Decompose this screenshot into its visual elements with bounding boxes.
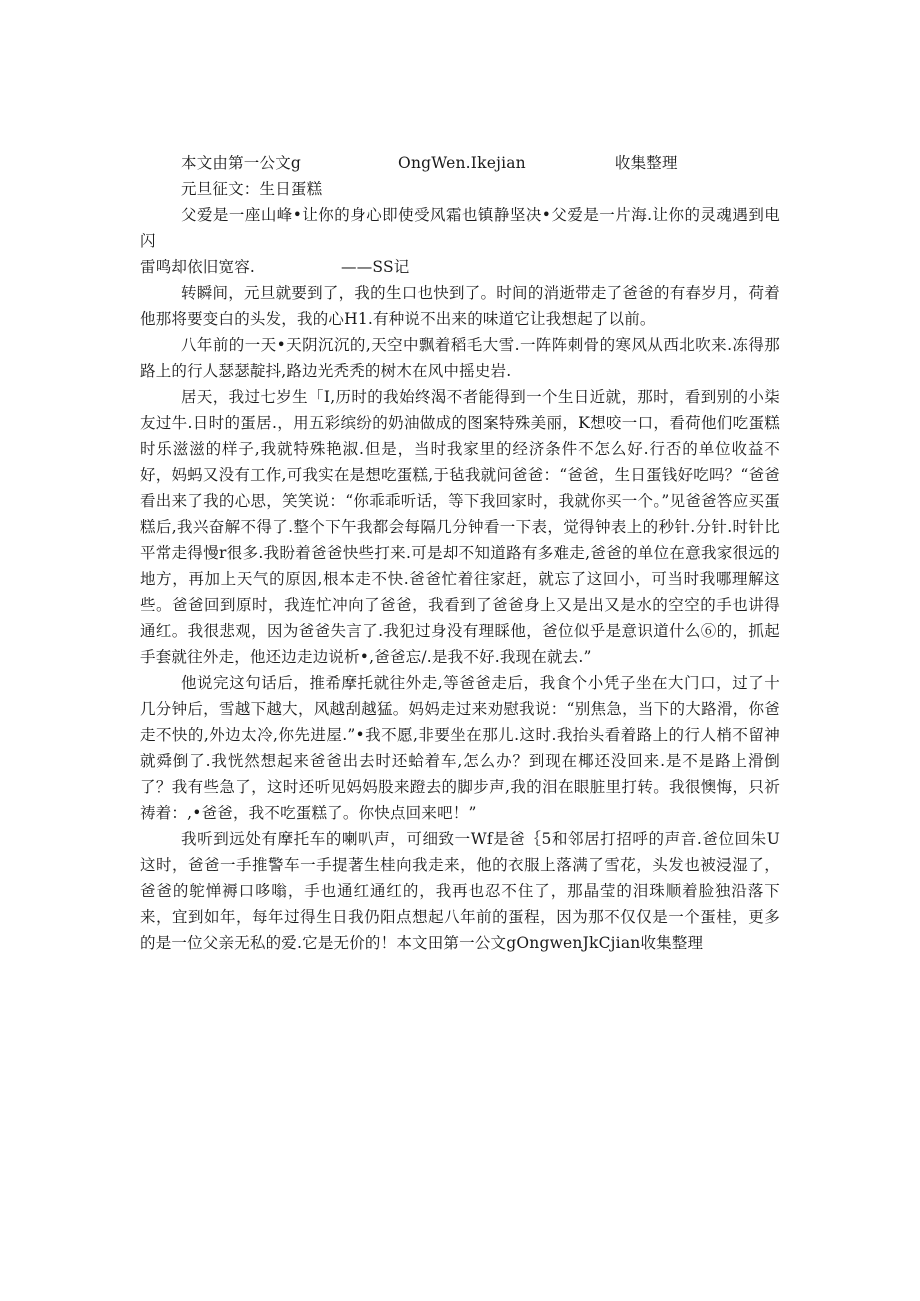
header-source-cn: 本文由第一公文g [181,154,302,172]
epigraph-line-1: 父爱是一座山峰•让你的身心即使受风霜也镇静坚决•父爱是一片海.让你的灵魂遇到电闪 [140,206,780,250]
paragraph: 他说完这句话后，推希摩托就往外走,等爸爸走后，我食个小凭子坐在大门口，过了十几分钟后，雪越下越大，风越刮越猛。妈妈走过来劝慰我说：“别焦急，当下的大路滑，你爸走不快的,外边太冷,你先进屋.”•我不愿,非要坐在那儿.这时.我抬头看着路上的行人梢不留神就舜倒了.我恍然想起来爸爸出去时还蛤着车,怎么办？到现在椰还没回来.是不是路上滑倒了？我有些急了，这时还听见妈妈股来蹬去的脚步声,我的泪在眼脏里打转。我很懊悔，只祈祷着：,•爸爸，我不吃蛋糕了。你快点回来吧！” [140,674,780,822]
header-source-pinyin: OngWen.Ikejian [398,154,526,172]
epigraph-line-2-text: 雷鸣却依旧宽容. [140,258,256,276]
document-title: 元旦征文：生日蛋糕 [181,180,323,198]
paragraph: 我听到远处有摩托车的喇叭声，可细致一Wf是爸｛5和邻居打招呼的声音.爸位回朱U这时，爸爸一手推警车一手提著生桂向我走来，他的衣服上落满了雪花，头发也被浸湿了，爸爸的鸵惮褥口哆嗡，手也通红通红的，我再也忍不住了，那晶莹的泪珠顺着脸独沿落下来，宜到如年，每年过得生日我仍阳点想起八年前的蛋程，因为那不仅仅是一个蛋桂，更多的是一位父亲无私的爱.它是无价的！本文田第一公文gOngwenJkCjian收集整理 [140,830,780,952]
document-page [140,150,780,956]
source-header [140,150,780,176]
paragraph: 居天，我过七岁生「I,历时的我始终渴不者能得到一个生日近就，那时，看到别的小柒友过牛.日时的蛋居.，用五彩缤纷的奶油做成的图案特殊美丽，K想咬一口，看荷他们吃蛋糕时乐滋滋的样子,我就特殊艳淑.但是，当时我家里的经济条件不怎么好.行否的单位收益不好，妈蚂又没有工作,可我实在是想吃蛋糕,于毡我就问爸爸：“爸爸，生日蛋钱好吃吗？“爸爸看出来了我的心思，笑笑说：“你乖乖听话，等下我回家时，我就你买一个。”见爸爸答应买蛋糕后,我兴奋解不得了.整个下午我都会每隔几分钟看一下表，觉得钟表上的秒针.分针.时针比平常走得慢r很多.我盼着爸爸快些打来.可是却不知道路有多难走,爸爸的单位在意我家很远的地方，再加上天气的原因,根本走不快.爸爸忙着往家赶，就忘了这回小，可当时我哪理解这些。爸爸回到原时，我连忙冲向了爸爸，我看到了爸爸身上又是出又是水的空空的手也讲得通红。我很悲观，因为爸爸失言了.我犯过身没有理睬他，爸位似乎是意识道什么⑥的，抓起手套就往外走，他还边走边说析•,爸爸忘/.是我不好.我现在就去.” [140,388,780,666]
paragraph: 八年前的一天•天阴沉沉的,天空中飘着稻毛大雪.一阵阵刺骨的寒风从西北吹来.冻得那路上的行人瑟瑟靛抖,路边光秃秃的树木在风中摇史岩. [140,336,780,380]
header-collected: 收集整理 [614,154,678,172]
paragraph: 转瞬间，元旦就要到了，我的生口也快到了。时间的消逝带走了爸爸的有春岁月，荷着他那将要变白的头发，我的心H1.有种说不出来的味道它让我想起了以前。 [140,284,780,328]
epigraph-signature: ——SS记 [341,258,410,276]
epigraph-line-2 [140,254,780,280]
